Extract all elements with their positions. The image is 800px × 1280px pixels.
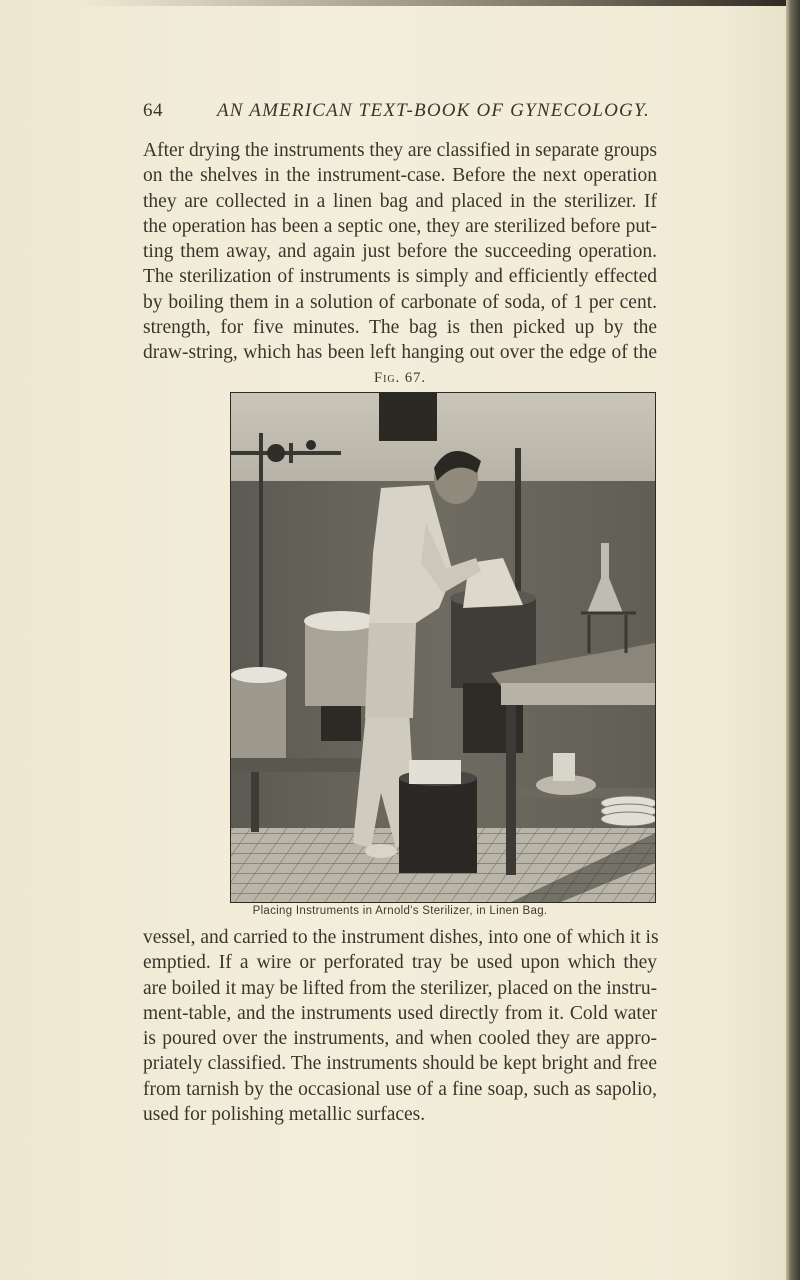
text-line: are boiled it may be lifted from the sterilizer, placed on the instru- bbox=[143, 977, 658, 999]
text-line: vessel, and carried to the instrument dishes, into one of which it is bbox=[143, 927, 659, 948]
top-shadow bbox=[80, 0, 800, 6]
running-title: AN AMERICAN TEXT-BOOK OF GYNECOLOGY. bbox=[217, 100, 650, 121]
text-line: strength, for five minutes. The bag is then picked up by the bbox=[143, 317, 657, 339]
text-line: used for polishing metallic surfaces. bbox=[143, 1104, 426, 1126]
text-line: After drying the instruments they are classified in separate groups bbox=[143, 140, 657, 161]
figure-label: Fig. 67. bbox=[374, 370, 426, 386]
text-line: The sterilization of instruments is simply and efficiently effected bbox=[143, 266, 657, 288]
page-edge-shadow bbox=[786, 0, 800, 1280]
page-number: 64 bbox=[143, 100, 163, 121]
photo-illustration bbox=[231, 393, 655, 902]
text-line: they are collected in a linen bag and placed in the sterilizer. If bbox=[143, 190, 657, 212]
text-line: priately classified. The instruments should be kept bright and free bbox=[143, 1053, 657, 1075]
figure-caption: Placing Instruments in Arnold's Sterilizer, in Linen Bag. bbox=[252, 905, 548, 917]
text-line: ment-table, and the instruments used directly from it. Cold water bbox=[143, 1002, 657, 1024]
text-line: emptied. If a wire or perforated tray be used upon which they bbox=[143, 952, 657, 974]
paragraph-before-figure bbox=[143, 138, 657, 366]
text-line: on the shelves in the instrument-case. Before the next operation bbox=[143, 165, 657, 187]
text-line: from tarnish by the occasional use of a fine soap, such as sapolio, bbox=[143, 1078, 657, 1100]
paragraph-after-figure bbox=[143, 925, 657, 1127]
text-line: is poured over the instruments, and when cooled they are appro- bbox=[143, 1028, 657, 1050]
running-header bbox=[143, 100, 703, 126]
text-line: ting them away, and again just before the succeeding operation. bbox=[143, 241, 657, 263]
figure-photograph bbox=[230, 392, 656, 903]
text-line: by boiling them in a solution of carbonate of soda, of 1 per cent. bbox=[143, 291, 657, 313]
text-line: draw-string, which has been left hanging out over the edge of the bbox=[143, 342, 657, 364]
text-line: the operation has been a septic one, they are sterilized before put- bbox=[143, 215, 657, 237]
